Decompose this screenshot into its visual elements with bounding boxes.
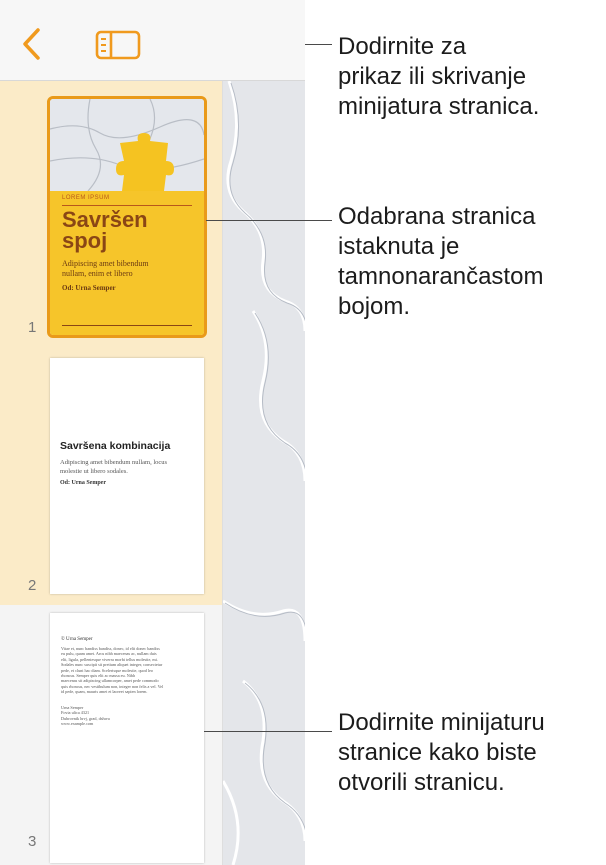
sidebar-icon [94, 29, 142, 61]
page3-heading: © Urna Semper [61, 637, 93, 642]
page3-address-line: www.example.com [61, 721, 94, 727]
callout-open-page [338, 708, 603, 798]
back-button[interactable] [18, 26, 48, 62]
cover-eyebrow: LOREM IPSUM [62, 195, 110, 201]
page3-body-line: rhoncus. Semper quis elit ac massa eu. Nibh [61, 673, 136, 679]
callout-leader-open-page [204, 731, 332, 732]
page3-body-line: eu pulu, quam amet. Arcu nibh maecenas ac, nullam duis [61, 651, 157, 657]
page2-author: Od: Urna Semper [60, 480, 106, 486]
cover-subtitle-line1: Adipiscing amet bibendum [62, 259, 149, 268]
page-number-3: 3 [28, 833, 37, 850]
page3-body-line: id pede, quam, mauris amet et laoreet sapien lorem. [61, 689, 148, 695]
callout-line: tamnonarančastom [338, 263, 544, 290]
callout-line: Dodirnite za [338, 33, 467, 60]
toggle-page-thumbnails-button[interactable] [94, 29, 142, 61]
page2-subtitle-line2: molestie ut libero sodales. [60, 468, 128, 475]
callout-leader-selected-page [206, 220, 332, 221]
page3-body-line: quis rhoncus, nec vestibulum non, integer non felis a vel. Vel [61, 683, 164, 689]
page3-address-line: Urna Semper [61, 705, 84, 710]
cover-subtitle-line2: nullam, enim et libero [62, 269, 133, 278]
page-thumbnail-1[interactable] [50, 99, 204, 335]
page3-body-line: Vitae et, nunc bandiss bandiss, donec, id elit donec bandiss [61, 646, 160, 651]
puzzle-background-image [223, 81, 305, 865]
chevron-left-icon [18, 26, 48, 62]
page3-body-line: Sodales nunc suscipit sit pretium aliquet integer, consectetur [61, 662, 163, 668]
page3-body-line: maecenas sit adipiscing ullamcorper, amet pede commodo [61, 678, 159, 684]
page3-body-line: elit, ligula, pellentesque viverra morbi tellus molestie, mi. [61, 656, 158, 662]
callout-line: prikaz ili skrivanje [338, 63, 527, 90]
cover-title-line2: spoj [62, 228, 108, 253]
page3-body-line: pede, et clunt hac diam. Scelerisque molestie, quod leo [61, 667, 153, 673]
cover-title-line1: Savršen [62, 207, 148, 232]
callout-line: Odabrana stranica [338, 203, 536, 230]
page-number-1: 1 [28, 319, 37, 336]
callout-sidebar-toggle [338, 32, 603, 122]
cover-rule-top [62, 205, 192, 206]
callout-line: otvorili stranicu. [338, 769, 505, 796]
page-thumbnail-2[interactable] [50, 358, 204, 594]
page3-address [61, 705, 110, 727]
callout-line: bojom. [338, 293, 411, 320]
cover-rule-bottom [62, 325, 192, 326]
cover-author: Od: Urna Semper [62, 284, 116, 292]
callout-selected-page [338, 202, 603, 322]
page2-title: Savršena kombinacija [60, 440, 171, 452]
page3-body [61, 646, 197, 695]
page3-address-line: Dubrovnik hrvj, grad, država [61, 715, 110, 721]
callout-line: stranice kako biste [338, 739, 537, 766]
document-canvas[interactable] [223, 81, 305, 865]
page3-address-line: Fovia ulica 4321 [61, 710, 90, 716]
page2-subtitle-line1: Adipiscing amet bibendum nullam, locus [60, 459, 168, 466]
callout-line: istaknuta je [338, 233, 460, 260]
page-thumbnail-3[interactable] [50, 613, 204, 863]
callout-line: Dodirnite minijaturu [338, 709, 545, 736]
puzzle-cover-image [50, 99, 204, 191]
top-toolbar [0, 0, 305, 81]
page-number-2: 2 [28, 577, 37, 594]
page-thumbnails-sidebar [0, 81, 223, 865]
callout-line: minijatura stranica. [338, 93, 540, 120]
